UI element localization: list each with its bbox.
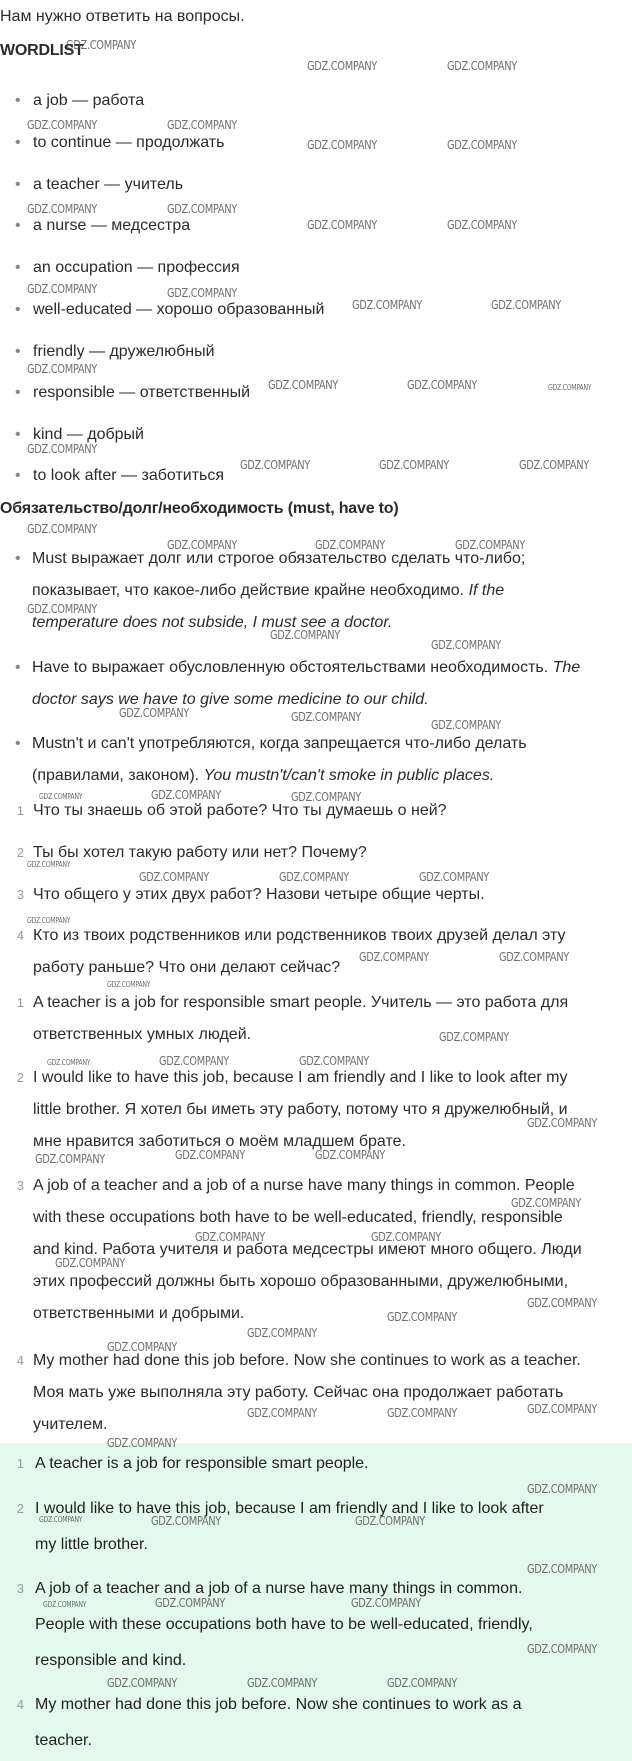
watermark: GDZ.COMPANY (27, 202, 97, 216)
bullet-icon: • (15, 176, 21, 193)
watermark: GDZ.COMPANY (299, 1054, 369, 1068)
list-item: • to look after — заботиться (15, 467, 225, 484)
watermark: GDZ.COMPANY (47, 1058, 91, 1067)
watermark: GDZ.COMPANY (55, 1256, 125, 1270)
watermark: GDZ.COMPANY (270, 628, 340, 642)
watermark: GDZ.COMPANY (307, 59, 377, 73)
watermark: GDZ.COMPANY (455, 538, 525, 552)
watermark: GDZ.COMPANY (511, 1196, 581, 1210)
watermark: GDZ.COMPANY (291, 710, 361, 724)
watermark: GDZ.COMPANY (379, 458, 449, 472)
watermark: GDZ.COMPANY (439, 1030, 509, 1044)
watermark: GDZ.COMPANY (107, 1676, 177, 1690)
watermark: GDZ.COMPANY (107, 1436, 177, 1450)
watermark: GDZ.COMPANY (527, 1642, 597, 1656)
watermark: GDZ.COMPANY (27, 522, 97, 536)
bullet-icon: • (15, 134, 21, 151)
watermark: GDZ.COMPANY (431, 638, 501, 652)
watermark: GDZ.COMPANY (27, 860, 71, 869)
watermark: GDZ.COMPANY (307, 218, 377, 232)
watermark: GDZ.COMPANY (139, 870, 209, 884)
bullet-icon: • (15, 384, 21, 401)
watermark: GDZ.COMPANY (247, 1326, 317, 1340)
watermark: GDZ.COMPANY (519, 458, 589, 472)
watermark: GDZ.COMPANY (195, 1230, 265, 1244)
watermark: GDZ.COMPANY (66, 38, 136, 52)
watermark: GDZ.COMPANY (315, 538, 385, 552)
list-item: • a nurse — медсестра (15, 217, 191, 234)
watermark: GDZ.COMPANY (315, 1148, 385, 1162)
watermark: GDZ.COMPANY (159, 1054, 229, 1068)
watermark: GDZ.COMPANY (371, 1230, 441, 1244)
grammar-title: Обязательство/долг/необходимость (must, have to) (0, 500, 399, 517)
watermark: GDZ.COMPANY (355, 1514, 425, 1528)
watermark: GDZ.COMPANY (268, 378, 338, 392)
watermark: GDZ.COMPANY (167, 118, 237, 132)
watermark: GDZ.COMPANY (27, 916, 71, 925)
watermark: GDZ.COMPANY (167, 538, 237, 552)
bullet-icon: • (15, 259, 21, 276)
list-item: • kind — добрый (15, 426, 144, 443)
bullet-icon: • (15, 550, 21, 567)
list-item: • an occupation — профессия (15, 259, 240, 276)
watermark: GDZ.COMPANY (447, 218, 517, 232)
watermark: GDZ.COMPANY (387, 1406, 457, 1420)
watermark: GDZ.COMPANY (119, 706, 189, 720)
watermark: GDZ.COMPANY (527, 1562, 597, 1576)
watermark: GDZ.COMPANY (387, 1310, 457, 1324)
watermark: GDZ.COMPANY (279, 870, 349, 884)
watermark: GDZ.COMPANY (447, 138, 517, 152)
list-item: • responsible — ответственный (15, 384, 251, 401)
watermark: GDZ.COMPANY (307, 138, 377, 152)
watermark: GDZ.COMPANY (27, 442, 97, 456)
bullet-icon: • (15, 301, 21, 318)
watermark: GDZ.COMPANY (43, 1600, 87, 1609)
watermark: GDZ.COMPANY (35, 1152, 105, 1166)
intro-text: Нам нужно ответить на вопросы. (0, 8, 245, 25)
list-item: • a job — работа (15, 92, 145, 109)
watermark: GDZ.COMPANY (247, 1406, 317, 1420)
watermark: GDZ.COMPANY (151, 1514, 221, 1528)
watermark: GDZ.COMPANY (527, 1116, 597, 1130)
watermark: GDZ.COMPANY (431, 718, 501, 732)
watermark: GDZ.COMPANY (447, 59, 517, 73)
watermark: GDZ.COMPANY (39, 792, 83, 801)
bullet-icon: • (15, 343, 21, 360)
watermark: GDZ.COMPANY (247, 1676, 317, 1690)
bullet-icon: • (15, 217, 21, 234)
list-item: • to continue — продолжать (15, 134, 225, 151)
list-item: • a teacher — учитель (15, 176, 184, 193)
watermark: GDZ.COMPANY (527, 1296, 597, 1310)
watermark: GDZ.COMPANY (27, 118, 97, 132)
watermark: GDZ.COMPANY (352, 298, 422, 312)
watermark: GDZ.COMPANY (359, 950, 429, 964)
bullet-icon: • (15, 467, 21, 484)
watermark: GDZ.COMPANY (27, 602, 97, 616)
watermark: GDZ.COMPANY (419, 870, 489, 884)
watermark: GDZ.COMPANY (39, 1515, 83, 1524)
bullet-icon: • (15, 92, 21, 109)
watermark: GDZ.COMPANY (27, 282, 97, 296)
watermark: GDZ.COMPANY (499, 950, 569, 964)
watermark: GDZ.COMPANY (548, 383, 592, 392)
list-item: • friendly — дружелюбный (15, 343, 215, 360)
bullet-icon: • (15, 659, 21, 676)
watermark: GDZ.COMPANY (240, 458, 310, 472)
watermark: GDZ.COMPANY (167, 202, 237, 216)
watermark: GDZ.COMPANY (155, 1596, 225, 1610)
watermark: GDZ.COMPANY (27, 362, 97, 376)
watermark: GDZ.COMPANY (107, 980, 151, 989)
watermark: GDZ.COMPANY (491, 298, 561, 312)
watermark: GDZ.COMPANY (291, 790, 361, 804)
watermark: GDZ.COMPANY (107, 1340, 177, 1354)
watermark: GDZ.COMPANY (351, 1596, 421, 1610)
list-item: • well-educated — хорошо образованный (15, 301, 325, 318)
bullet-icon: • (15, 735, 21, 752)
watermark: GDZ.COMPANY (167, 286, 237, 300)
watermark: GDZ.COMPANY (175, 1148, 245, 1162)
watermark: GDZ.COMPANY (151, 788, 221, 802)
watermark: GDZ.COMPANY (527, 1402, 597, 1416)
watermark: GDZ.COMPANY (527, 1482, 597, 1496)
bullet-icon: • (15, 426, 21, 443)
watermark: GDZ.COMPANY (387, 1676, 457, 1690)
wordlist-title: WORDLIST (0, 42, 84, 59)
watermark: GDZ.COMPANY (407, 378, 477, 392)
